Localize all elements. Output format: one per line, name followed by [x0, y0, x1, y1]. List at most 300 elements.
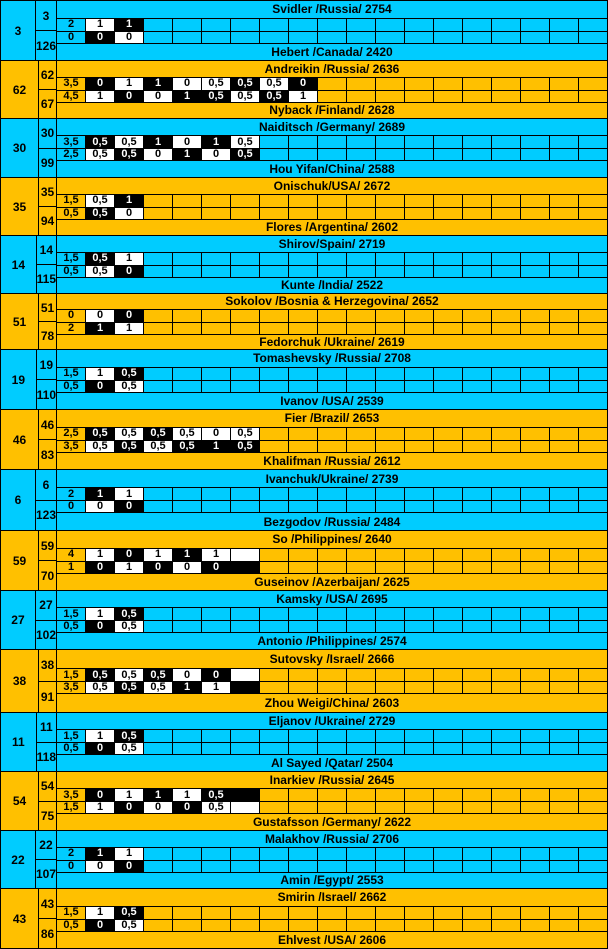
empty-cell [462, 742, 491, 755]
empty-cell [317, 801, 346, 814]
empty-cell [404, 77, 433, 90]
empty-cell [346, 135, 375, 148]
empty-cell [201, 367, 230, 380]
empty-cell [520, 265, 549, 278]
game-result [230, 548, 259, 561]
empty-cell [433, 207, 462, 220]
match-details [57, 350, 608, 409]
empty-cell [201, 18, 230, 31]
empty-cell [143, 322, 172, 335]
empty-cell [462, 860, 491, 873]
bracket-seed: 27 [0, 591, 36, 649]
empty-cell [375, 90, 404, 103]
empty-cell [201, 31, 230, 44]
top-player-results [57, 668, 607, 681]
empty-cell [404, 252, 433, 265]
game-results-grid [57, 309, 607, 335]
empty-cell [578, 90, 607, 103]
empty-cell [375, 367, 404, 380]
empty-cell [259, 906, 288, 919]
empty-cell [404, 90, 433, 103]
empty-cell [259, 380, 288, 393]
top-player-results [57, 309, 607, 322]
empty-cell [230, 380, 259, 393]
empty-cell [259, 668, 288, 681]
empty-cell [578, 561, 607, 574]
empty-cell [462, 252, 491, 265]
empty-cell [375, 906, 404, 919]
bottom-player-results [57, 265, 607, 278]
bottom-player-results [57, 742, 607, 755]
empty-cell [578, 860, 607, 873]
match-score: 0,5 [57, 919, 85, 932]
empty-cell [549, 620, 578, 633]
game-result: 0 [114, 500, 143, 513]
empty-cell [549, 487, 578, 500]
match-details [57, 178, 608, 235]
game-result: 0,5 [114, 742, 143, 755]
game-result: 0 [143, 148, 172, 161]
empty-cell [578, 548, 607, 561]
game-result: 1 [172, 548, 201, 561]
empty-cell [346, 847, 375, 860]
top-player-results [57, 367, 607, 380]
empty-cell [201, 607, 230, 620]
empty-cell [375, 194, 404, 207]
top-player-seed: 11 [37, 713, 56, 743]
empty-cell [346, 380, 375, 393]
empty-cell [433, 90, 462, 103]
bottom-player-results [57, 860, 607, 873]
empty-cell [288, 487, 317, 500]
match-score: 0 [57, 309, 85, 322]
match-details [57, 889, 608, 948]
empty-cell [317, 919, 346, 932]
empty-cell [433, 500, 462, 513]
empty-cell [143, 380, 172, 393]
top-player-name: Onischuk/USA/ 2672 [273, 178, 391, 193]
empty-cell [375, 801, 404, 814]
match-score: 2 [57, 487, 85, 500]
empty-cell [230, 487, 259, 500]
empty-cell [491, 135, 520, 148]
game-result: 0 [114, 801, 143, 814]
match-details [57, 236, 608, 293]
empty-cell [404, 207, 433, 220]
empty-cell [375, 427, 404, 440]
empty-cell [288, 252, 317, 265]
empty-cell [346, 681, 375, 694]
empty-cell [375, 847, 404, 860]
game-result: 0 [201, 427, 230, 440]
game-result: 1 [85, 729, 114, 742]
match-block [0, 0, 608, 61]
empty-cell [230, 500, 259, 513]
empty-cell [462, 90, 491, 103]
empty-cell [375, 31, 404, 44]
bracket-seed: 59 [0, 531, 39, 590]
empty-cell [578, 265, 607, 278]
match-score: 2 [57, 322, 85, 335]
empty-cell [288, 607, 317, 620]
empty-cell [404, 18, 433, 31]
empty-cell [491, 607, 520, 620]
match-score: 0,5 [57, 620, 85, 633]
game-result: 0,5 [201, 801, 230, 814]
top-player-name: Andreikin /Russia/ 2636 [264, 61, 400, 76]
empty-cell [404, 148, 433, 161]
game-results-grid [57, 548, 607, 574]
bottom-player-name: Al Sayed /Qatar/ 2504 [270, 756, 394, 770]
bottom-player-results [57, 31, 607, 44]
empty-cell [578, 607, 607, 620]
empty-cell [259, 148, 288, 161]
empty-cell [259, 788, 288, 801]
empty-cell [172, 380, 201, 393]
game-result: 0 [114, 309, 143, 322]
top-player-results [57, 194, 607, 207]
empty-cell [259, 18, 288, 31]
empty-cell [288, 620, 317, 633]
game-result: 0,5 [201, 77, 230, 90]
empty-cell [317, 367, 346, 380]
game-result: 0 [85, 919, 114, 932]
game-result: 1 [114, 18, 143, 31]
bracket-seed: 35 [0, 178, 39, 235]
empty-cell [346, 742, 375, 755]
empty-cell [549, 668, 578, 681]
top-player-seed: 30 [39, 119, 56, 149]
top-player-seed: 3 [36, 1, 56, 31]
match-score: 2 [57, 847, 85, 860]
empty-cell [578, 500, 607, 513]
empty-cell [578, 487, 607, 500]
empty-cell [433, 309, 462, 322]
empty-cell [288, 265, 317, 278]
empty-cell [317, 607, 346, 620]
game-result: 0,5 [230, 77, 259, 90]
empty-cell [375, 148, 404, 161]
empty-cell [317, 135, 346, 148]
empty-cell [288, 847, 317, 860]
game-result: 0,5 [143, 681, 172, 694]
empty-cell [201, 729, 230, 742]
empty-cell [491, 90, 520, 103]
bottom-player-seed: 118 [36, 749, 56, 764]
top-player-seed: 27 [36, 591, 56, 621]
top-player-seed: 14 [37, 236, 56, 265]
match-details [57, 1, 608, 60]
empty-cell [346, 487, 375, 500]
empty-cell [462, 322, 491, 335]
bottom-player-seed: 83 [40, 447, 55, 462]
empty-cell [317, 487, 346, 500]
empty-cell [201, 309, 230, 322]
empty-cell [462, 729, 491, 742]
game-result: 1 [172, 148, 201, 161]
empty-cell [520, 77, 549, 90]
bottom-player-name: Ivanov /USA/ 2539 [280, 393, 384, 408]
empty-cell [433, 847, 462, 860]
empty-cell [520, 788, 549, 801]
match-score: 0,5 [57, 207, 85, 220]
match-score: 1,5 [57, 906, 85, 919]
top-player-seed: 35 [39, 178, 56, 207]
empty-cell [317, 380, 346, 393]
empty-cell [433, 194, 462, 207]
game-result: 0,5 [230, 427, 259, 440]
game-result: 0 [172, 135, 201, 148]
player-seeds [39, 410, 57, 469]
empty-cell [520, 90, 549, 103]
empty-cell [578, 309, 607, 322]
empty-cell [346, 788, 375, 801]
player-seeds [37, 236, 57, 293]
empty-cell [317, 322, 346, 335]
top-player-name: Svidler /Russia/ 2754 [272, 2, 392, 17]
empty-cell [317, 427, 346, 440]
empty-cell [520, 729, 549, 742]
top-player-seed: 38 [39, 650, 56, 682]
empty-cell [404, 548, 433, 561]
empty-cell [462, 440, 491, 453]
empty-cell [462, 487, 491, 500]
match-block [0, 350, 608, 410]
empty-cell [520, 620, 549, 633]
top-player-results [57, 548, 607, 561]
empty-cell [462, 207, 491, 220]
top-player-seed: 22 [36, 831, 56, 860]
game-result: 1 [85, 548, 114, 561]
player-seeds [36, 470, 57, 530]
empty-cell [375, 322, 404, 335]
empty-cell [259, 427, 288, 440]
game-results-grid [57, 252, 607, 278]
empty-cell [172, 322, 201, 335]
empty-cell [462, 801, 491, 814]
empty-cell [404, 367, 433, 380]
match-block [0, 831, 608, 889]
top-player-results [57, 427, 607, 440]
game-result: 1 [201, 135, 230, 148]
empty-cell [491, 548, 520, 561]
bottom-player-name: Kunte /India/ 2522 [280, 278, 384, 293]
game-result: 1 [85, 18, 114, 31]
empty-cell [491, 252, 520, 265]
player-seeds [39, 772, 57, 830]
bottom-player-seed: 75 [40, 808, 55, 823]
empty-cell [230, 252, 259, 265]
top-player-name: Malakhov /Russia/ 2706 [264, 831, 400, 846]
game-result: 0,5 [85, 265, 114, 278]
empty-cell [578, 380, 607, 393]
bracket-seed: 62 [0, 61, 39, 118]
empty-cell [259, 860, 288, 873]
empty-cell [259, 487, 288, 500]
empty-cell [346, 906, 375, 919]
empty-cell [404, 860, 433, 873]
game-result: 0,5 [114, 367, 143, 380]
bracket-seed: 43 [0, 889, 39, 948]
empty-cell [143, 31, 172, 44]
game-result: 0 [114, 207, 143, 220]
game-result: 1 [114, 252, 143, 265]
top-player-seed: 43 [39, 889, 56, 919]
bracket-seed: 3 [0, 1, 36, 60]
game-result: 0 [201, 561, 230, 574]
empty-cell [143, 620, 172, 633]
empty-cell [491, 788, 520, 801]
bottom-player-seed: 126 [35, 38, 56, 53]
game-results-grid [57, 77, 607, 103]
empty-cell [462, 788, 491, 801]
empty-cell [404, 607, 433, 620]
game-result: 0 [85, 77, 114, 90]
match-score: 3,5 [57, 77, 85, 90]
game-result: 0 [172, 561, 201, 574]
bottom-player-seed: 91 [40, 689, 55, 704]
empty-cell [578, 148, 607, 161]
bottom-player-results [57, 801, 607, 814]
bottom-player-name: Flores /Argentina/ 2602 [265, 220, 399, 235]
empty-cell [462, 367, 491, 380]
empty-cell [317, 548, 346, 561]
bottom-player-results [57, 322, 607, 335]
empty-cell [259, 729, 288, 742]
bottom-player-results [57, 561, 607, 574]
match-score: 1 [57, 561, 85, 574]
bottom-player-results [57, 500, 607, 513]
top-player-name: Ivanchuk/Ukraine/ 2739 [265, 471, 399, 486]
empty-cell [288, 380, 317, 393]
empty-cell [520, 207, 549, 220]
game-results-grid [57, 847, 607, 873]
game-result: 0 [143, 561, 172, 574]
empty-cell [201, 860, 230, 873]
empty-cell [317, 265, 346, 278]
empty-cell [433, 620, 462, 633]
empty-cell [404, 440, 433, 453]
empty-cell [491, 620, 520, 633]
match-details [57, 531, 608, 590]
match-score: 1,5 [57, 252, 85, 265]
empty-cell [230, 309, 259, 322]
bottom-player-results [57, 148, 607, 161]
empty-cell [578, 207, 607, 220]
empty-cell [375, 548, 404, 561]
empty-cell [578, 919, 607, 932]
match-details [57, 650, 608, 712]
player-seeds [36, 831, 57, 888]
empty-cell [520, 18, 549, 31]
empty-cell [433, 860, 462, 873]
bracket-seed: 14 [0, 236, 37, 293]
empty-cell [404, 919, 433, 932]
empty-cell [491, 487, 520, 500]
game-result: 0 [114, 860, 143, 873]
empty-cell [404, 668, 433, 681]
empty-cell [230, 367, 259, 380]
game-result: 0,5 [114, 135, 143, 148]
game-result [230, 668, 259, 681]
bottom-player-results [57, 90, 607, 103]
empty-cell [404, 801, 433, 814]
empty-cell [259, 135, 288, 148]
match-block [0, 531, 608, 591]
empty-cell [433, 252, 462, 265]
empty-cell [549, 31, 578, 44]
empty-cell [201, 919, 230, 932]
top-player-name: Sokolov /Bosnia & Herzegovina/ 2652 [225, 294, 439, 309]
game-result: 1 [85, 487, 114, 500]
match-score: 2,5 [57, 427, 85, 440]
empty-cell [433, 668, 462, 681]
empty-cell [143, 367, 172, 380]
empty-cell [578, 194, 607, 207]
bracket-seed: 38 [0, 650, 39, 712]
empty-cell [433, 265, 462, 278]
empty-cell [462, 561, 491, 574]
game-result: 0,5 [85, 252, 114, 265]
empty-cell [404, 487, 433, 500]
player-seeds [39, 531, 57, 590]
empty-cell [549, 309, 578, 322]
empty-cell [549, 561, 578, 574]
empty-cell [230, 607, 259, 620]
empty-cell [288, 801, 317, 814]
player-seeds [39, 650, 57, 712]
empty-cell [433, 367, 462, 380]
empty-cell [491, 380, 520, 393]
empty-cell [317, 31, 346, 44]
empty-cell [172, 367, 201, 380]
empty-cell [172, 620, 201, 633]
match-block [0, 236, 608, 294]
game-result: 0,5 [114, 427, 143, 440]
game-results-grid [57, 906, 607, 932]
empty-cell [288, 561, 317, 574]
empty-cell [172, 207, 201, 220]
match-score: 3,5 [57, 440, 85, 453]
match-score: 3,5 [57, 788, 85, 801]
empty-cell [462, 427, 491, 440]
empty-cell [520, 487, 549, 500]
game-results-grid [57, 788, 607, 814]
empty-cell [578, 322, 607, 335]
empty-cell [317, 77, 346, 90]
empty-cell [288, 681, 317, 694]
bracket-seed: 6 [0, 470, 36, 530]
empty-cell [317, 500, 346, 513]
empty-cell [462, 906, 491, 919]
bottom-player-results [57, 380, 607, 393]
empty-cell [491, 742, 520, 755]
game-result: 0,5 [85, 681, 114, 694]
empty-cell [578, 788, 607, 801]
bracket-seed: 19 [0, 350, 37, 409]
top-player-seed: 46 [39, 410, 56, 440]
top-player-results [57, 729, 607, 742]
empty-cell [288, 788, 317, 801]
empty-cell [201, 322, 230, 335]
empty-cell [317, 668, 346, 681]
bottom-player-name: Khalifman /Russia/ 2612 [263, 453, 401, 468]
empty-cell [143, 500, 172, 513]
empty-cell [172, 500, 201, 513]
empty-cell [433, 561, 462, 574]
match-block [0, 889, 608, 949]
empty-cell [259, 847, 288, 860]
